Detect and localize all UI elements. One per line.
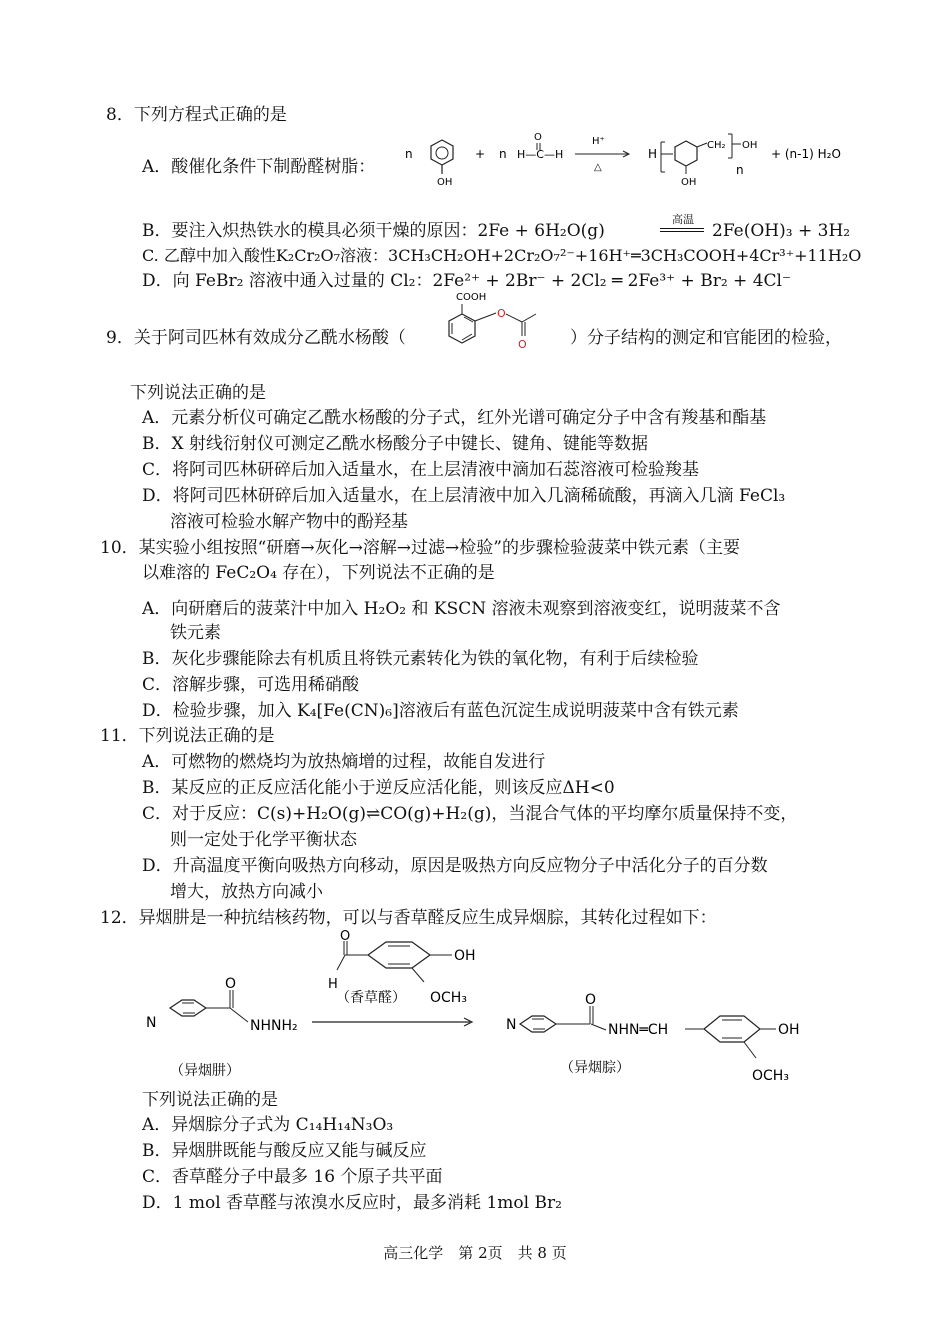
q10-stem-line1: 10．某实验小组按照“研磨→灰化→溶解→过滤→检验”的步骤检验菠菜中铁元素（主要 bbox=[100, 538, 740, 558]
isoniazid-name: （异烟肼） bbox=[170, 1063, 240, 1079]
q9-option-b: B．X 射线衍射仪可测定乙酰水杨酸分子中键长、键角、键能等数据 bbox=[142, 434, 648, 454]
q11-option-a: A．可燃物的燃烧均为放热熵增的过程，故能自发进行 bbox=[142, 752, 546, 772]
aspirin-ring bbox=[449, 314, 475, 343]
eq-n1: n bbox=[405, 147, 413, 161]
aspirin-ester-o: O bbox=[497, 307, 506, 320]
q12-option-b: B．异烟肼既能与酸反应又能与碱反应 bbox=[142, 1141, 427, 1161]
q9-option-c: C．将阿司匹林研碎后加入适量水，在上层清液中滴加石蕊溶液可检验羧基 bbox=[142, 460, 700, 480]
q12-option-d: D．1 mol 香草醛与浓溴水反应时，最多消耗 1mol Br₂ bbox=[142, 1193, 562, 1213]
isoniazid-pyridine-ring bbox=[170, 1000, 206, 1016]
q10-option-c: C．溶解步骤，可选用稀硝酸 bbox=[142, 675, 360, 695]
eq-catalyst: H⁺ bbox=[592, 136, 605, 147]
eq-phenol-oh: OH bbox=[437, 177, 453, 188]
product-pyridine-ring bbox=[520, 1016, 556, 1032]
q10-option-a-line2: 铁元素 bbox=[170, 623, 221, 643]
vanillin-oh: OH bbox=[454, 948, 476, 964]
product-n: N bbox=[506, 1017, 517, 1033]
q11-option-c-line2: 则一定处于化学平衡状态 bbox=[170, 830, 357, 850]
q11-option-d-line1: D．升高温度平衡向吸热方向移动，原因是吸热方向反应物分子中活化分子的百分数 bbox=[142, 856, 768, 876]
aspirin-carbonyl-o: O bbox=[518, 338, 527, 351]
eq-end-oh: OH bbox=[742, 140, 758, 151]
isoniazid-n: N bbox=[146, 1015, 157, 1031]
vanillin-o: O bbox=[340, 930, 351, 944]
product-oh: OH bbox=[778, 1022, 800, 1038]
eq-formaldehyde: H—C—H bbox=[517, 148, 564, 161]
product-name: （异烟腙） bbox=[560, 1060, 630, 1076]
eq-heat: △ bbox=[594, 162, 602, 173]
q9-stem-a: 9．关于阿司匹林有效成分乙酰水杨酸（ bbox=[106, 328, 406, 348]
eq-tail: + (n-1) H₂O bbox=[771, 147, 841, 161]
q11-option-d-line2: 增大，放热方向减小 bbox=[170, 882, 323, 902]
eq-formaldehyde-o: O bbox=[534, 132, 542, 143]
q12-option-a: A．异烟腙分子式为 C₁₄H₁₄N₃O₃ bbox=[142, 1115, 394, 1135]
q8-stem: 8．下列方程式正确的是 bbox=[106, 105, 287, 125]
q8-b-equals bbox=[660, 228, 704, 232]
q10-option-d: D．检验步骤，加入 K₄[Fe(CN)₆]溶液后有蓝色沉淀生成说明菠菜中含有铁元素 bbox=[142, 701, 739, 721]
q12-option-c: C．香草醛分子中最多 16 个原子共平面 bbox=[142, 1167, 443, 1187]
eq-h: H bbox=[648, 147, 658, 161]
q10-stem-line2: 以难溶的 FeC₂O₄ 存在），下列说法不正确的是 bbox=[142, 563, 495, 583]
q12-sub-stem: 下列说法正确的是 bbox=[142, 1090, 278, 1110]
product-och3: OCH₃ bbox=[752, 1068, 789, 1084]
q8-option-d: D．向 FeBr₂ 溶液中通入过量的 Cl₂：2Fe²⁺ + 2Br⁻ + 2Cl₂ ═ 2Fe³⁺ + Br₂ + 4Cl⁻ bbox=[142, 271, 791, 291]
q9-option-d-line1: D．将阿司匹林研碎后加入适量水，在上层清液中加入几滴稀硫酸，再滴入几滴 FeCl₃ bbox=[142, 486, 786, 506]
q9-option-d-line2: 溶液可检验水解产物中的酚羟基 bbox=[170, 512, 408, 532]
isoniazid-o: O bbox=[225, 976, 237, 992]
q9-option-a: A．元素分析仪可确定乙酰水杨酸的分子式，红外光谱可确定分子中含有羧基和酯基 bbox=[142, 408, 767, 428]
product-o: O bbox=[585, 992, 597, 1008]
q12-stem: 12．异烟肼是一种抗结核药物，可以与香草醛反应生成异烟腙，其转化过程如下： bbox=[100, 908, 717, 928]
q9-stem-c: 下列说法正确的是 bbox=[130, 383, 266, 403]
aspirin-structure bbox=[426, 290, 568, 370]
q8-b-condition: 高温 bbox=[672, 213, 694, 226]
isoniazid-nhnh2: NHNH₂ bbox=[250, 1018, 298, 1034]
q10-option-b: B．灰化步骤能除去有机质且将铁元素转化为铁的氧化物，有利于后续检验 bbox=[142, 649, 699, 669]
page-footer: 高三化学 第 2页 共 8 页 bbox=[383, 1244, 567, 1262]
eq-n2: n bbox=[499, 147, 507, 161]
q8-option-b: B．要注入炽热铁水的模具必须干燥的原因：2Fe + 6H₂O(g) bbox=[142, 221, 605, 241]
q9-stem-b: ）分子结构的测定和官能团的检验， bbox=[570, 328, 842, 348]
eq-plus: + bbox=[475, 147, 486, 161]
vanillin-name: （香草醛） bbox=[336, 990, 406, 1006]
q8-b-products: 2Fe(OH)₃ + 3H₂ bbox=[712, 221, 851, 241]
vanillin-h: H bbox=[328, 977, 338, 992]
q8-option-a: A．酸催化条件下制酚醛树脂： bbox=[142, 157, 376, 177]
vanillin-och3: OCH₃ bbox=[430, 990, 467, 1006]
phenol-ring bbox=[431, 140, 453, 165]
aspirin-cooh: COOH bbox=[456, 292, 487, 303]
eq-ch2: CH₂ bbox=[707, 140, 726, 151]
q11-stem: 11．下列说法正确的是 bbox=[100, 726, 275, 746]
eq-n-sub: n bbox=[736, 163, 744, 177]
product-linker: NHN═CH bbox=[608, 1022, 669, 1038]
q10-option-a-line1: A．向研磨后的菠菜汁中加入 H₂O₂ 和 KSCN 溶液未观察到溶液变红，说明菠菜不含 bbox=[142, 599, 781, 619]
q11-option-b: B．某反应的正反应活化能小于逆反应活化能，则该反应ΔH<0 bbox=[142, 778, 615, 798]
q8-option-c: C. 乙醇中加入酸性K₂Cr₂O₇溶液：3CH₃CH₂OH+2Cr₂O₇²⁻+16H⁺═3CH₃COOH+4Cr³⁺+11H₂O bbox=[142, 246, 862, 265]
resin-ring bbox=[675, 141, 697, 166]
q11-option-c-line1: C．对于反应：C(s)+H₂O(g)⇌CO(g)+H₂(g)，当混合气体的平均摩尔质量保持不变， bbox=[142, 804, 798, 824]
phenol-formaldehyde-equation bbox=[395, 128, 855, 190]
isoniazid-reaction-scheme bbox=[140, 930, 820, 1090]
eq-resin-oh: OH bbox=[681, 177, 697, 188]
